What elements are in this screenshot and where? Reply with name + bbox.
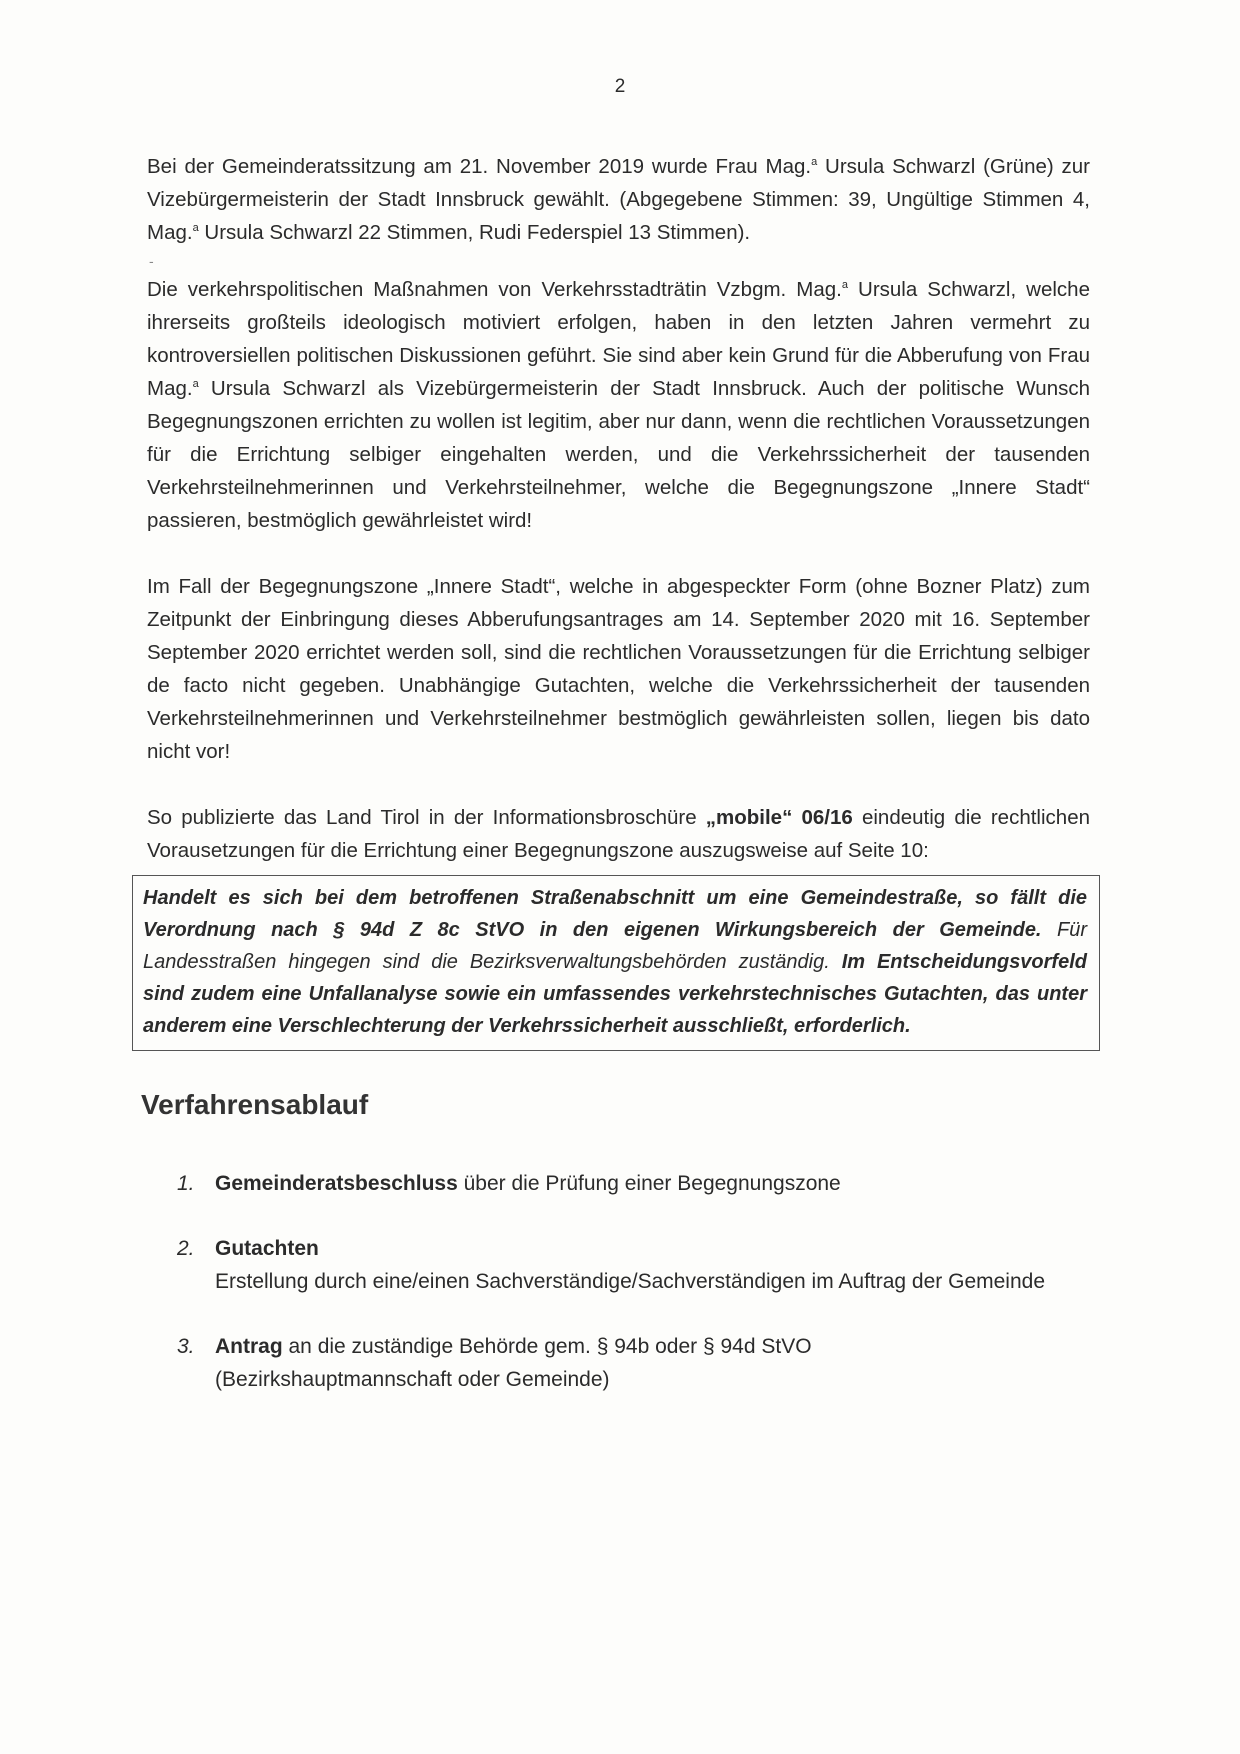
- list-item-text: über die Prüfung einer Begegnungszone: [457, 1172, 841, 1195]
- paragraph-traffic-policy: [147, 273, 1090, 537]
- quote-bold-text: Handelt es sich bei dem betroffenen Straßenabschnitt um eine Gemeindestraße, so fällt die Verordnung nach § 94d Z 8c StVO in den eigenen Wirkungsbereich der Gemeinde.: [143, 887, 1087, 941]
- paragraph-text: Ursula Schwarzl (Grüne) zur Vizebürgermeisterin der Stadt Innsbruck gewählt. (Abgegebene Stimmen: 39, Ungültige Stimmen 4, Mag.: [147, 155, 1090, 244]
- list-item-lead: Gemeinderatsbeschluss: [215, 1172, 458, 1195]
- quote-text: Für Landesstraßen hingegen sind die Bezirksverwaltungsbehörden zuständig.: [143, 919, 1087, 973]
- list-item-detail: Erstellung durch eine/einen Sachverständige/Sachverständigen im Auftrag der Gemeinde: [215, 1270, 1046, 1293]
- stray-mark: -: [149, 253, 154, 269]
- paragraph-encounter-zone: Im Fall der Begegnungszone „Innere Stadt“, welche in abgespeckter Form (ohne Bozner Platz) zum Zeitpunkt der Einbringung dieses Abberufungsantrages am 14. September 2020 mit 16. September September 2020 errichtet werden soll, sind die rechtlichen Voraussetzungen für die Errichtung selbiger de facto nicht gegeben. Unabhängige Gutachten, welche die Verkehrssicherheit der tausenden Verkehrsteilnehmerinnen und Verkehrsteilnehmer bestmöglich gewährleisten sollen, liegen bis dato nicht vor!: [147, 575, 1090, 763]
- quote-box: [132, 875, 1100, 1051]
- paragraph-text: Ursula Schwarzl als Vizebürgermeisterin der Stadt Innsbruck. Auch der politische Wunsch Begegnungszonen errichten zu wollen ist legitim, aber nur dann, wenn die rechtlichen Voraussetzungen für die Errichtung selbiger eingehalten werden, und die Verkehrssicherheit der tausenden Verkehrsteilnehmerinnen und Verkehrsteilnehmer, welche die Begegnungszone „Innere Stadt“ passieren, bestmöglich gewährleistet wird!: [147, 377, 1090, 532]
- list-number: 3.: [177, 1335, 195, 1358]
- quote-bold-text: Im Entscheidungsvorfeld sind zudem eine Unfallanalyse sowie ein umfassendes verkehrstechnisches Gutachten, das unter anderem eine Verschlechterung der Verkehrssicherheit ausschließt, erforderlich.: [143, 951, 1087, 1037]
- paragraph-text: Bei der Gemeinderatssitzung am 21. November 2019 wurde Frau Mag.: [147, 155, 812, 178]
- brochure-title: „mobile“ 06/16: [705, 806, 853, 829]
- paragraph-text: So publizierte das Land Tirol in der Informationsbroschüre: [147, 806, 706, 829]
- list-number: 1.: [177, 1172, 195, 1195]
- superscript: a: [192, 378, 199, 391]
- procedure-list: [147, 1167, 1090, 1396]
- paragraph-election: [147, 150, 1090, 249]
- document-body: [141, 150, 1090, 1428]
- section-heading: Verfahrensablauf: [141, 1089, 369, 1120]
- list-item-detail: (Bezirkshauptmannschaft oder Gemeinde): [215, 1368, 610, 1391]
- list-item: [147, 1167, 1090, 1200]
- list-item-lead: Antrag: [215, 1335, 283, 1358]
- superscript: a: [192, 222, 199, 235]
- paragraph-text: Die verkehrspolitischen Maßnahmen von Verkehrsstadträtin Vzbgm. Mag.: [147, 278, 842, 301]
- paragraph-text: eindeutig die rechtlichen Vorausetzungen für die Errichtung einer Begegnungszone auszugsweise auf Seite 10:: [147, 806, 1090, 862]
- paragraph-text: Ursula Schwarzl, welche ihrerseits großteils ideologisch motiviert erfolgen, haben in den letzten Jahren vermehrt zu kontroversiellen politischen Diskussionen geführt. Sie sind aber kein Grund für die Abberufung von Frau Mag.: [147, 278, 1090, 400]
- superscript: a: [841, 279, 848, 292]
- list-number: 2.: [177, 1237, 195, 1260]
- paragraph-brochure: [147, 801, 1090, 867]
- list-item: [147, 1330, 1090, 1396]
- page-number: 2: [614, 76, 626, 97]
- list-item-lead: Gutachten: [215, 1237, 319, 1260]
- superscript: a: [811, 156, 818, 169]
- list-item: [147, 1232, 1090, 1298]
- paragraph-text: Ursula Schwarzl 22 Stimmen, Rudi Federspiel 13 Stimmen).: [198, 221, 751, 244]
- list-item-text: an die zuständige Behörde gem. § 94b oder § 94d StVO: [282, 1335, 812, 1358]
